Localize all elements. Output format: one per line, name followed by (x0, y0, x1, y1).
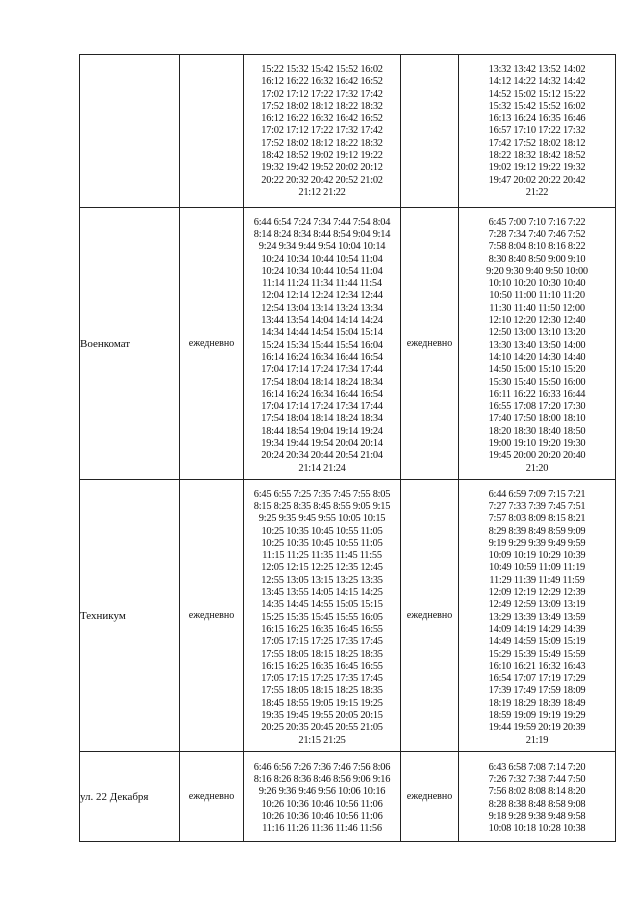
time-line: 16:14 16:24 16:34 16:44 16:54 (261, 388, 383, 400)
time-line: 16:15 16:25 16:35 16:45 16:55 (261, 623, 383, 635)
time-line: 15:24 15:34 15:44 15:54 16:04 (261, 339, 383, 351)
time-line: 10:49 10:59 11:09 11:19 (489, 562, 585, 574)
time-line: 9:18 9:28 9:38 9:48 9:58 (488, 811, 586, 823)
frequency-cell (401, 55, 459, 208)
time-line: 6:45 6:55 7:25 7:35 7:45 7:55 8:05 (253, 488, 391, 500)
stop-name-cell (80, 55, 180, 208)
time-line: 11:30 11:40 11:50 12:00 (489, 302, 585, 314)
time-line: 7:58 8:04 8:10 8:16 8:22 (488, 241, 586, 253)
time-line: 12:55 13:05 13:15 13:25 13:35 (261, 574, 383, 586)
time-line: 16:10 16:21 16:32 16:43 (488, 660, 586, 672)
time-line: 10:50 11:00 11:10 11:20 (489, 290, 585, 302)
time-line: 16:11 16:22 16:33 16:44 (488, 388, 586, 400)
time-line: 17:04 17:14 17:24 17:34 17:44 (261, 364, 383, 376)
time-line: 17:55 18:05 18:15 18:25 18:35 (261, 685, 383, 697)
time-line: 16:14 16:24 16:34 16:44 16:54 (261, 351, 383, 363)
time-line: 15:30 15:40 15:50 16:00 (488, 376, 586, 388)
time-line: 6:46 6:56 7:26 7:36 7:46 7:56 8:06 (253, 761, 391, 773)
time-line: 17:02 17:12 17:22 17:32 17:42 (261, 88, 383, 100)
stop-name-cell: ул. 22 Декабря (80, 752, 180, 842)
times-list (459, 211, 615, 477)
frequency-cell: ежедневно (180, 208, 244, 480)
table-row (80, 752, 616, 842)
time-line: 17:39 17:49 17:59 18:09 (488, 685, 586, 697)
time-line: 12:10 12:20 12:30 12:40 (488, 315, 586, 327)
time-line: 6:44 6:54 7:24 7:34 7:44 7:54 8:04 (253, 216, 391, 228)
times-list (459, 483, 615, 749)
time-line: 12:05 12:15 12:25 12:35 12:45 (261, 562, 383, 574)
time-line: 13:29 13:39 13:49 13:59 (488, 611, 586, 623)
time-line: 18:42 18:52 19:02 19:12 19:22 (261, 150, 383, 162)
time-line: 21:19 (525, 734, 549, 746)
time-line: 8:15 8:25 8:35 8:45 8:55 9:05 9:15 (253, 500, 391, 512)
time-line: 9:26 9:36 9:46 9:56 10:06 10:16 (258, 786, 386, 798)
time-line: 21:12 21:22 (298, 186, 346, 198)
time-line: 17:04 17:14 17:24 17:34 17:44 (261, 401, 383, 413)
frequency-cell: ежедневно (401, 208, 459, 480)
time-line: 19:34 19:44 19:54 20:04 20:14 (261, 437, 383, 449)
time-line: 8:14 8:24 8:34 8:44 8:54 9:04 9:14 (253, 228, 391, 240)
time-line: 21:15 21:25 (298, 734, 346, 746)
time-line: 10:25 10:35 10:45 10:55 11:05 (261, 525, 383, 537)
time-line: 6:44 6:59 7:09 7:15 7:21 (488, 488, 586, 500)
frequency-cell: ежедневно (180, 752, 244, 842)
time-line: 10:25 10:35 10:45 10:55 11:05 (261, 537, 383, 549)
time-line: 7:56 8:02 8:08 8:14 8:20 (488, 786, 586, 798)
time-line: 17:40 17:50 18:00 18:10 (488, 413, 586, 425)
time-line: 17:05 17:15 17:25 17:35 17:45 (261, 636, 383, 648)
time-line: 9:24 9:34 9:44 9:54 10:04 10:14 (258, 241, 386, 253)
time-line: 14:52 15:02 15:12 15:22 (488, 88, 586, 100)
stop-name-cell: Техникум (80, 480, 180, 752)
time-line: 16:55 17:08 17:20 17:30 (488, 401, 586, 413)
time-line: 13:30 13:40 13:50 14:00 (488, 339, 586, 351)
time-line: 19:35 19:45 19:55 20:05 20:15 (261, 709, 383, 721)
schedule-table (79, 54, 616, 842)
time-line: 18:59 19:09 19:19 19:29 (488, 709, 586, 721)
time-line: 10:26 10:36 10:46 10:56 11:06 (261, 798, 383, 810)
times-list (459, 55, 615, 207)
time-line: 9:19 9:29 9:39 9:49 9:59 (488, 537, 586, 549)
time-line: 12:09 12:19 12:29 12:39 (488, 587, 586, 599)
time-line: 18:19 18:29 18:39 18:49 (488, 697, 586, 709)
frequency-cell: ежедневно (401, 752, 459, 842)
time-line: 16:13 16:24 16:35 16:46 (488, 113, 586, 125)
time-line: 15:32 15:42 15:52 16:02 (488, 100, 586, 112)
time-line: 19:47 20:02 20:22 20:42 (488, 174, 586, 186)
time-line: 17:42 17:52 18:02 18:12 (488, 137, 586, 149)
time-line: 21:14 21:24 (298, 462, 346, 474)
times-cell-direction-a (244, 208, 401, 480)
time-line: 18:45 18:55 19:05 19:15 19:25 (261, 697, 383, 709)
frequency-cell: ежедневно (180, 480, 244, 752)
time-line: 14:12 14:22 14:32 14:42 (488, 76, 586, 88)
times-cell-direction-b (459, 208, 616, 480)
time-line: 20:22 20:32 20:42 20:52 21:02 (261, 174, 383, 186)
times-cell-direction-a (244, 55, 401, 208)
time-line: 14:50 15:00 15:10 15:20 (488, 364, 586, 376)
time-line: 19:32 19:42 19:52 20:02 20:12 (261, 162, 383, 174)
time-line: 8:29 8:39 8:49 8:59 9:09 (488, 525, 586, 537)
times-list (244, 483, 400, 749)
time-line: 14:09 14:19 14:29 14:39 (488, 623, 586, 635)
time-line: 17:52 18:02 18:12 18:22 18:32 (261, 137, 383, 149)
time-line: 7:26 7:32 7:38 7:44 7:50 (488, 774, 586, 786)
time-line: 12:50 13:00 13:10 13:20 (488, 327, 586, 339)
time-line: 8:16 8:26 8:36 8:46 8:56 9:06 9:16 (253, 774, 391, 786)
time-line: 16:15 16:25 16:35 16:45 16:55 (261, 660, 383, 672)
time-line: 17:05 17:15 17:25 17:35 17:45 (261, 673, 383, 685)
table-row (80, 480, 616, 752)
time-line: 17:55 18:05 18:15 18:25 18:35 (261, 648, 383, 660)
stop-name-cell: Военкомат (80, 208, 180, 480)
time-line: 8:30 8:40 8:50 9:00 9:10 (488, 253, 586, 265)
time-line: 20:24 20:34 20:44 20:54 21:04 (261, 450, 383, 462)
time-line: 16:12 16:22 16:32 16:42 16:52 (261, 76, 383, 88)
time-line: 17:52 18:02 18:12 18:22 18:32 (261, 100, 383, 112)
time-line: 12:54 13:04 13:14 13:24 13:34 (261, 302, 383, 314)
times-list (244, 55, 400, 207)
time-line: 10:26 10:36 10:46 10:56 11:06 (261, 811, 383, 823)
time-line: 14:34 14:44 14:54 15:04 15:14 (261, 327, 383, 339)
time-line: 7:27 7:33 7:39 7:45 7:51 (488, 500, 586, 512)
time-line: 12:04 12:14 12:24 12:34 12:44 (261, 290, 383, 302)
table-row (80, 55, 616, 208)
time-line: 6:43 6:58 7:08 7:14 7:20 (488, 761, 586, 773)
time-line: 10:10 10:20 10:30 10:40 (488, 278, 586, 290)
times-cell-direction-b (459, 480, 616, 752)
time-line: 7:57 8:03 8:09 8:15 8:21 (488, 513, 586, 525)
time-line: 14:49 14:59 15:09 15:19 (488, 636, 586, 648)
time-line: 16:57 17:10 17:22 17:32 (488, 125, 586, 137)
time-line: 16:12 16:22 16:32 16:42 16:52 (261, 113, 383, 125)
time-line: 19:44 19:59 20:19 20:39 (488, 722, 586, 734)
time-line: 20:25 20:35 20:45 20:55 21:05 (261, 722, 383, 734)
time-line: 18:44 18:54 19:04 19:14 19:24 (261, 425, 383, 437)
time-line: 14:35 14:45 14:55 15:05 15:15 (261, 599, 383, 611)
time-line: 18:20 18:30 18:40 18:50 (488, 425, 586, 437)
time-line: 12:49 12:59 13:09 13:19 (488, 599, 586, 611)
time-line: 18:22 18:32 18:42 18:52 (488, 150, 586, 162)
time-line: 10:08 10:18 10:28 10:38 (488, 823, 586, 835)
times-cell-direction-b (459, 55, 616, 208)
time-line: 10:09 10:19 10:29 10:39 (488, 550, 586, 562)
time-line: 19:00 19:10 19:20 19:30 (488, 437, 586, 449)
time-line: 13:44 13:54 14:04 14:14 14:24 (261, 315, 383, 327)
time-line: 9:20 9:30 9:40 9:50 10:00 (486, 265, 588, 277)
time-line: 17:54 18:04 18:14 18:24 18:34 (261, 376, 383, 388)
time-line: 11:14 11:24 11:34 11:44 11:54 (262, 278, 382, 290)
time-line: 6:45 7:00 7:10 7:16 7:22 (488, 216, 586, 228)
times-cell-direction-b (459, 752, 616, 842)
times-cell-direction-a (244, 752, 401, 842)
time-line: 16:54 17:07 17:19 17:29 (488, 673, 586, 685)
time-line: 11:15 11:25 11:35 11:45 11:55 (262, 550, 382, 562)
time-line: 15:25 15:35 15:45 15:55 16:05 (261, 611, 383, 623)
frequency-cell (180, 55, 244, 208)
time-line: 21:22 (525, 186, 549, 198)
times-list (244, 211, 400, 477)
time-line: 19:02 19:12 19:22 19:32 (488, 162, 586, 174)
time-line: 11:29 11:39 11:49 11:59 (489, 574, 585, 586)
time-line: 19:45 20:00 20:20 20:40 (488, 450, 586, 462)
time-line: 9:25 9:35 9:45 9:55 10:05 10:15 (258, 513, 386, 525)
time-line: 10:24 10:34 10:44 10:54 11:04 (261, 253, 383, 265)
time-line: 10:24 10:34 10:44 10:54 11:04 (261, 265, 383, 277)
time-line: 7:28 7:34 7:40 7:46 7:52 (488, 228, 586, 240)
times-cell-direction-a (244, 480, 401, 752)
time-line: 8:28 8:38 8:48 8:58 9:08 (488, 798, 586, 810)
table-row (80, 208, 616, 480)
time-line: 13:32 13:42 13:52 14:02 (488, 64, 586, 75)
times-list (459, 756, 615, 838)
time-line: 13:45 13:55 14:05 14:15 14:25 (261, 587, 383, 599)
time-line: 11:16 11:26 11:36 11:46 11:56 (262, 823, 382, 835)
time-line: 17:54 18:04 18:14 18:24 18:34 (261, 413, 383, 425)
times-list (244, 756, 400, 838)
time-line: 15:29 15:39 15:49 15:59 (488, 648, 586, 660)
time-line: 17:02 17:12 17:22 17:32 17:42 (261, 125, 383, 137)
frequency-cell: ежедневно (401, 480, 459, 752)
time-line: 14:10 14:20 14:30 14:40 (488, 351, 586, 363)
time-line: 21:20 (525, 462, 549, 474)
time-line: 15:22 15:32 15:42 15:52 16:02 (261, 64, 383, 75)
